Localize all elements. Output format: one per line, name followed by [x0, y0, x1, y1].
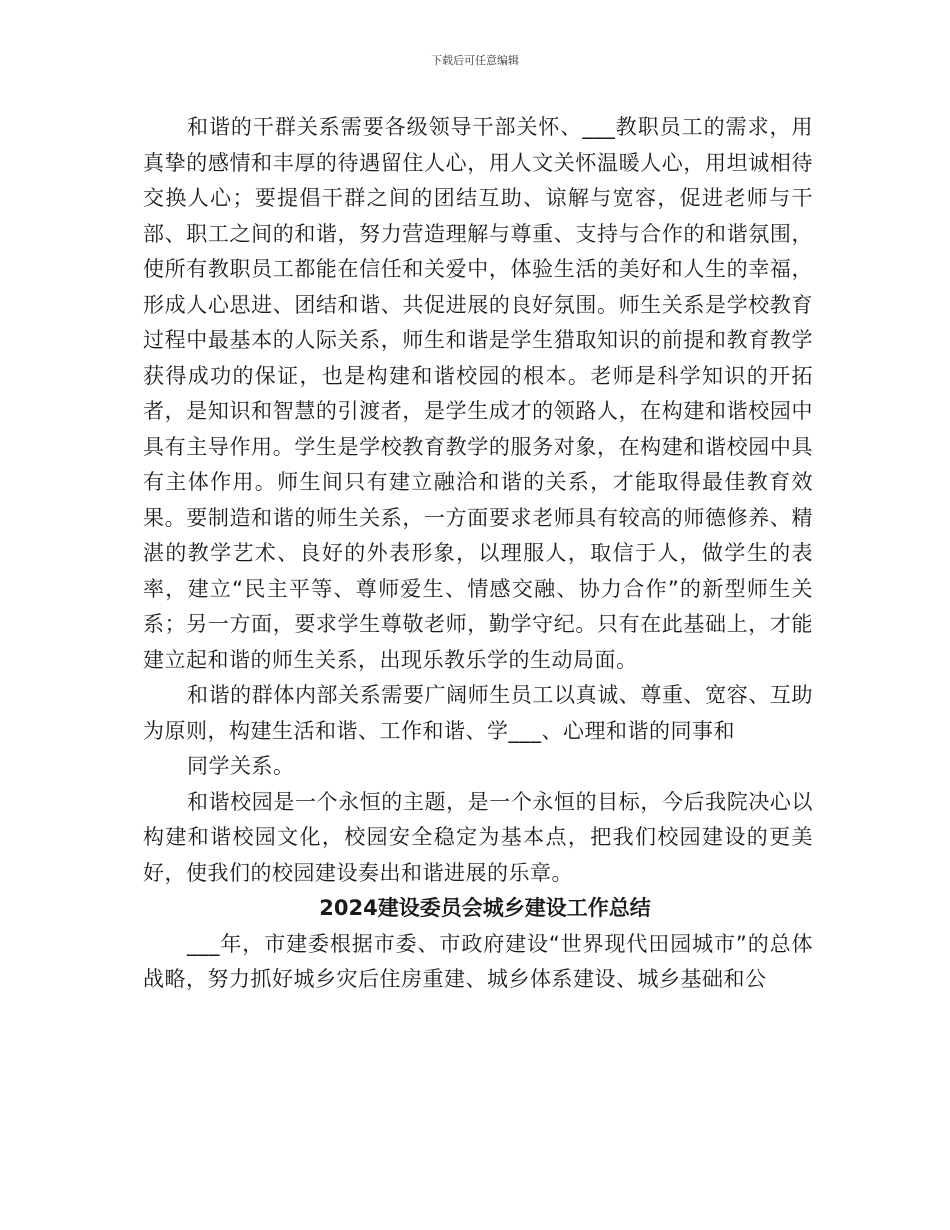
- document-body: [143, 110, 813, 998]
- section-title: 2024建设委员会城乡建设工作总结: [319, 896, 651, 920]
- paragraph-harmonious-campus: 和谐校园是一个永恒的主题，是一个永恒的目标，今后我院决心以构建和谐校园文化，校园安全稳定为基本点，把我们校园建设的更美好，使我们的校园建设奏出和谐进展的乐章。: [143, 789, 813, 885]
- paragraph-harmony-cadres: 和谐的干群关系需要各级领导干部关怀、___教职员工的需求，用真挚的感情和丰厚的待遇留住人心，用人文关怀温暖人心，用坦诚相待交换人心；要提倡干群之间的团结互助、谅解与宽容，促进老师与干部、职工之间的和谐，努力营造理解与尊重、支持与合作的和谐氛围，使所有教职员工都能在信任和关爱中，体验生活的美好和人生的幸福，形成人心思进、团结和谐、共促进展的良好氛围。师生关系是学校教育过程中最基本的人际关系，师生和谐是学生猎取知识的前提和教育教学获得成功的保证，也是构建和谐校园的根本。老师是科学知识的开拓者，是知识和智慧的引渡者，是学生成才的领路人，在构建和谐校园中具有主导作用。学生是学校教育教学的服务对象，在构建和谐校园中具有主体作用。师生间只有建立融洽和谐的关系，才能取得最佳教育效果。要制造和谐的师生关系，一方面要求老师具有较高的师德修养、精湛的教学艺术、良好的外表形象，以理服人，取信于人，做学生的表率，建立“民主平等、尊师爱生、情感交融、协力合作”的新型师生关系；另一方面，要求学生尊敬老师，勤学守纪。只有在此基础上，才能建立起和谐的师生关系，出现乐教乐学的生动局面。: [143, 115, 813, 672]
- page-header: 下载后可任意编辑: [431, 54, 519, 67]
- paragraph-group-relations: 和谐的群体内部关系需要广阔师生员工以真诚、尊重、宽容、互助为原则，构建生活和谐、工作和谐、学___、心理和谐的同事和: [143, 683, 813, 743]
- paragraph-construction-summary: ___年，市建委根据市委、市政府建设“世界现代田园城市”的总体战略，努力抓好城乡灾后住房重建、城乡体系建设、城乡基础和公: [143, 931, 813, 991]
- paragraph-classmates: 同学关系。: [187, 754, 295, 778]
